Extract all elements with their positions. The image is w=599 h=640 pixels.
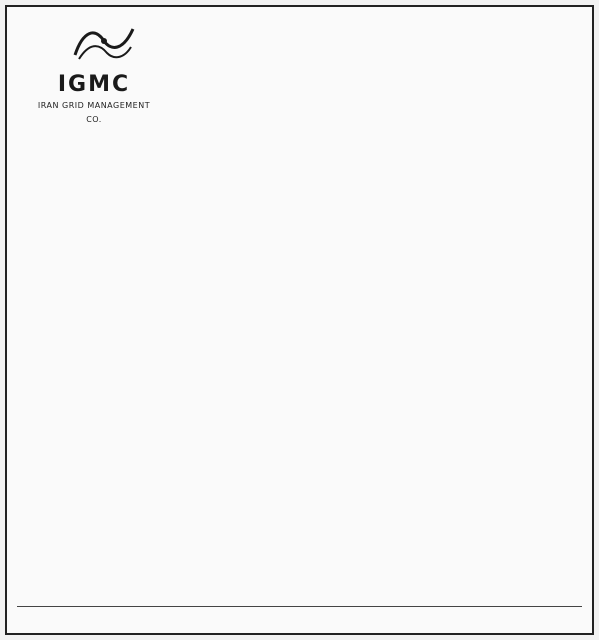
notice-header — [7, 7, 592, 125]
notice-footer — [17, 606, 582, 629]
notice-body — [17, 125, 582, 603]
notice-page — [5, 5, 594, 635]
company-logo — [15, 13, 177, 124]
notice-title — [183, 13, 582, 41]
logo-emblem-icon — [71, 21, 137, 63]
notice-intro — [183, 43, 582, 123]
logo-text: IGMC — [57, 72, 131, 97]
logo-subtitle: IRAN GRID MANAGEMENT CO. — [37, 101, 151, 124]
